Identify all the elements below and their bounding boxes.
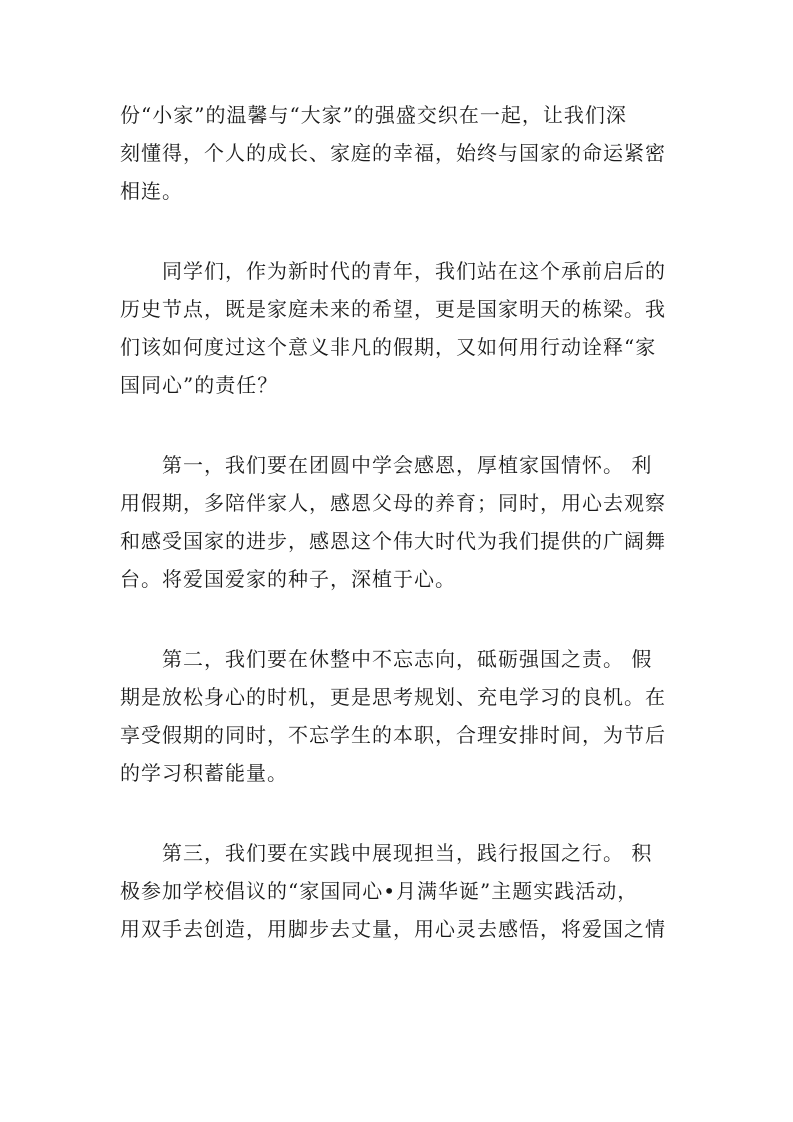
text-line: 第三，我们要在实践中展现担当，践行报国之行。 积 bbox=[120, 841, 653, 865]
document-body bbox=[120, 96, 680, 990]
text-line: 第一，我们要在团圆中学会感恩，厚植家国情怀。 利 bbox=[120, 453, 653, 477]
text-line: 第二，我们要在休整中不忘志向，砥砺强国之责。 假 bbox=[120, 647, 653, 671]
text-line: 极参加学校倡议的“家国同心•月满华诞”主题实践活动， bbox=[120, 879, 639, 903]
paragraph-1 bbox=[120, 96, 680, 210]
paragraph-5 bbox=[120, 834, 680, 948]
text-line: 用双手去创造，用脚步去丈量，用心灵去感悟，将爱国之情 bbox=[120, 917, 666, 941]
text-line: 享受假期的同时，不忘学生的本职，合理安排时间，为节后 bbox=[120, 723, 666, 747]
text-line: 国同心”的责任？ bbox=[120, 373, 279, 397]
text-line: 份“小家”的温馨与“大家”的强盛交织在一起，让我们深 bbox=[120, 103, 627, 127]
text-line: 用假期，多陪伴家人，感恩父母的养育；同时，用心去观察 bbox=[120, 491, 666, 515]
paragraph-3 bbox=[120, 446, 680, 598]
paragraph-2 bbox=[120, 252, 680, 404]
text-line: 和感受国家的进步，感恩这个伟大时代为我们提供的广阔舞 bbox=[120, 529, 666, 553]
text-line: 台。将爱国爱家的种子，深植于心。 bbox=[120, 567, 456, 591]
text-line: 期是放松身心的时机，更是思考规划、充电学习的良机。在 bbox=[120, 685, 666, 709]
paragraph-4 bbox=[120, 640, 680, 792]
text-line: 刻懂得，个人的成长、家庭的幸福，始终与国家的命运紧密 bbox=[120, 141, 666, 165]
text-line: 的学习积蓄能量。 bbox=[120, 761, 288, 785]
text-line: 相连。 bbox=[120, 179, 183, 203]
text-line: 们该如何度过这个意义非凡的假期，又如何用行动诠释“家 bbox=[120, 335, 657, 359]
text-line: 历史节点，既是家庭未来的希望，更是国家明天的栋梁。我 bbox=[120, 297, 666, 321]
text-line: 同学们，作为新时代的青年，我们站在这个承前启后的 bbox=[120, 259, 666, 283]
